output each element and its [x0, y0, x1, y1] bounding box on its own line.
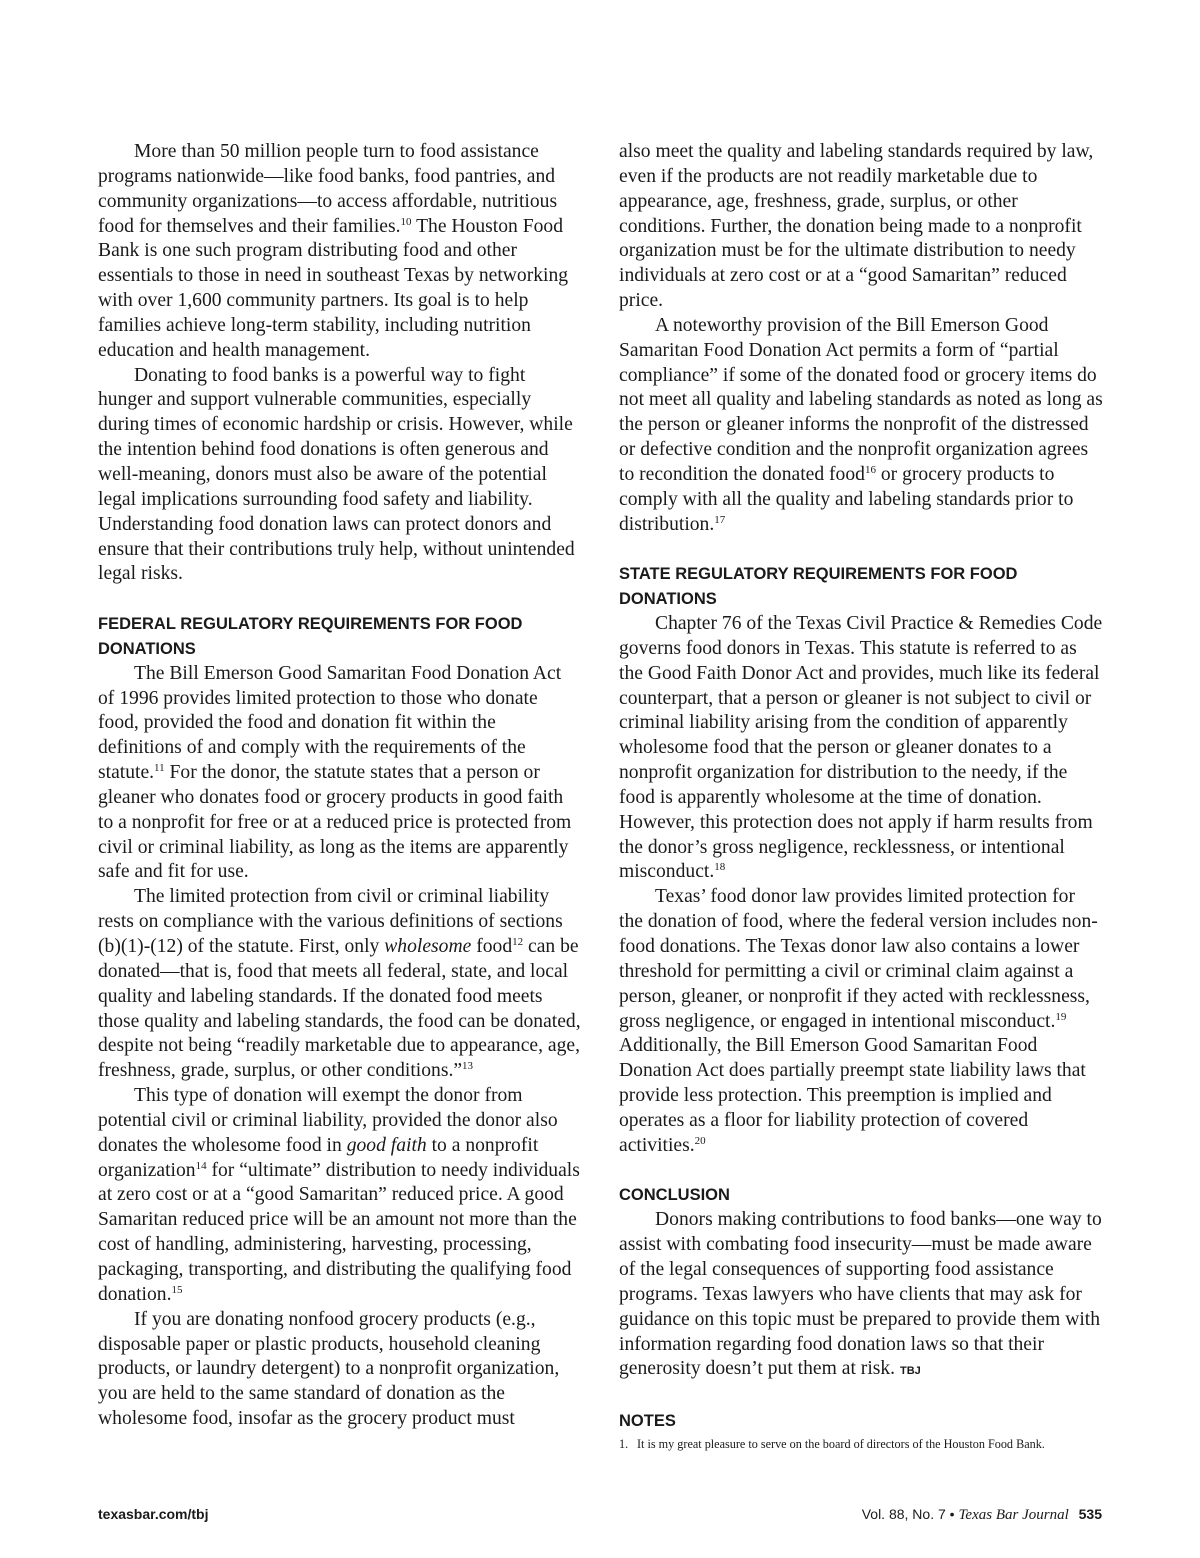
- paragraph: also meet the quality and labeling standards required by law, even if the products are not readily marketable due to appearance, age, freshness, grade, surplus, or other conditions. Further, the donation being made to a nonprofit organization must be for the ultimate distribution to needy individuals at zero cost or at a “good Samaritan” reduced price.: [619, 141, 1094, 312]
- footnote-item: 1. It is my great pleasure to serve on the board of directors of the Houston Food Bank.: [619, 1436, 1045, 1451]
- paragraph: More than 50 million people turn to food assistance programs nationwide—like food banks, food pantries, and community organizations—to access affordable, nutritious food for themselves and their families.$^{10}$ The Houston Food Bank is one such program distributing food and other essentials to those in need in southeast Texas by networking with over 1,600 community partners. Its goal is to help families achieve long-term stability, including nutrition education and health management.: [98, 141, 569, 361]
- paragraph: This type of donation will exempt the donor from potential civil or criminal liability, provided the donor also donates the wholesome food in good faith to a nonprofit organization$^{14}$ for “ultimate” distribution to needy individuals at zero cost or at a “good Samaritan” reduced price. A good Samaritan reduced price will be an amount not more than the cost of handling, administering, harvesting, processing, packaging, transporting, and distributing the qualifying food donation.$^{15}$: [98, 1085, 580, 1305]
- page-number: 535: [1078, 1506, 1102, 1522]
- section-heading-federal: FEDERAL REGULATORY REQUIREMENTS FOR FOOD DONATIONS: [98, 615, 523, 658]
- paragraph: The limited protection from civil or criminal liability rests on compliance with the various definitions of sections (b)(1)-(12) of the statute. First, only wholesome food$^{12}$ can be donated—that is, food that meets all federal, state, and local quality and labeling standards. If the donated food meets those quality and labeling standards, the food can be donated, despite not being “readily marketable due to appearance, age, freshness, grade, surplus, or other conditions.”$^{13}$: [98, 886, 581, 1082]
- left-column: [98, 140, 582, 1432]
- paragraph: If you are donating nonfood grocery products (e.g., disposable paper or plastic products, household cleaning products, or laundry detergent) to a nonprofit organization, you are held to the same standard of donation as the wholesome food, insofar as the grocery product must: [98, 1308, 560, 1430]
- section-heading-notes: NOTES: [619, 1412, 676, 1431]
- paragraph: Donating to food banks is a powerful way to fight hunger and support vulnerable communities, especially during times of economic hardship or crisis. However, while the intention behind food donations is often generous and well-meaning, donors must also be aware of the potential legal implications surrounding food safety and liability. Understanding food donation laws can protect donors and ensure that their contributions truly help, without unintended legal risks.: [98, 364, 575, 585]
- paragraph: Donors making contributions to food banks—one way to assist with combating food insecurity—must be made aware of the legal consequences of supporting food assistance programs. Texas lawyers who have clients that may ask for guidance on this topic must be prepared to provide them with information regarding food donation laws so that their generosity doesn’t put them at risk. TBJ: [619, 1209, 1102, 1380]
- right-column: [619, 140, 1103, 1452]
- footer-issue-info: [862, 1506, 1102, 1524]
- volume-label: Vol. 88, No. 7: [861, 1506, 946, 1522]
- end-mark: TBJ: [900, 1365, 921, 1378]
- footer-site-link[interactable]: texasbar.com/tbj: [98, 1506, 209, 1522]
- paragraph: Texas’ food donor law provides limited protection for the donation of food, where the federal version includes non-food donations. The Texas donor law also contains a lower threshold for permitting a civil or criminal claim against a person, gleaner, or nonprofit if they acted with recklessness, gross negligence, or engaged in intentional misconduct.$^{19}$ Additionally, the Bill Emerson Good Samaritan Food Donation Act does partially preempt state liability laws that provide less protection. This preemption is implied and operates as a floor for liability protection of covered activities.$^{20}$: [619, 886, 1098, 1156]
- journal-title: Texas Bar Journal: [958, 1507, 1069, 1523]
- separator-bullet: •: [949, 1506, 955, 1522]
- paragraph: A noteworthy provision of the Bill Emerson Good Samaritan Food Donation Act permits a form of “partial compliance” if some of the donated food or grocery items do not meet all quality and labeling standards as noted as long as the person or gleaner informs the nonprofit of the distressed or defective condition and the nonprofit organization agrees to recondition the donated food$^{16}$ or grocery products to comply with all the quality and labeling standards prior to distribution.$^{17}$: [619, 314, 1103, 535]
- section-heading-state: STATE REGULATORY REQUIREMENTS FOR FOOD DONATIONS: [619, 565, 1018, 609]
- section-heading-conclusion: CONCLUSION: [619, 1186, 730, 1205]
- paragraph: Chapter 76 of the Texas Civil Practice & Remedies Code governs food donors in Texas. This statute is referred to as the Good Faith Donor Act and provides, much like its federal counterpart, that a person or gleaner is not subject to civil or criminal liability arising from the condition of apparently wholesome food that the person or gleaner donates to a nonprofit organization for distribution to the needy, if the food is apparently wholesome at the time of donation. However, this protection does not apply if harm results from the donor’s gross negligence, recklessness, or intentional misconduct.$^{18}$: [619, 613, 1103, 883]
- paragraph: The Bill Emerson Good Samaritan Food Donation Act of 1996 provides limited protection to those who donate food, provided the food and donation fit within the definitions of and comply with the requirements of the statute.$^{11}$ For the donor, the statute states that a person or gleaner who donates food or grocery products in good faith to a nonprofit for free or at a reduced price is protected from civil or criminal liability, as long as the items are apparently safe and fit for use.: [98, 662, 572, 883]
